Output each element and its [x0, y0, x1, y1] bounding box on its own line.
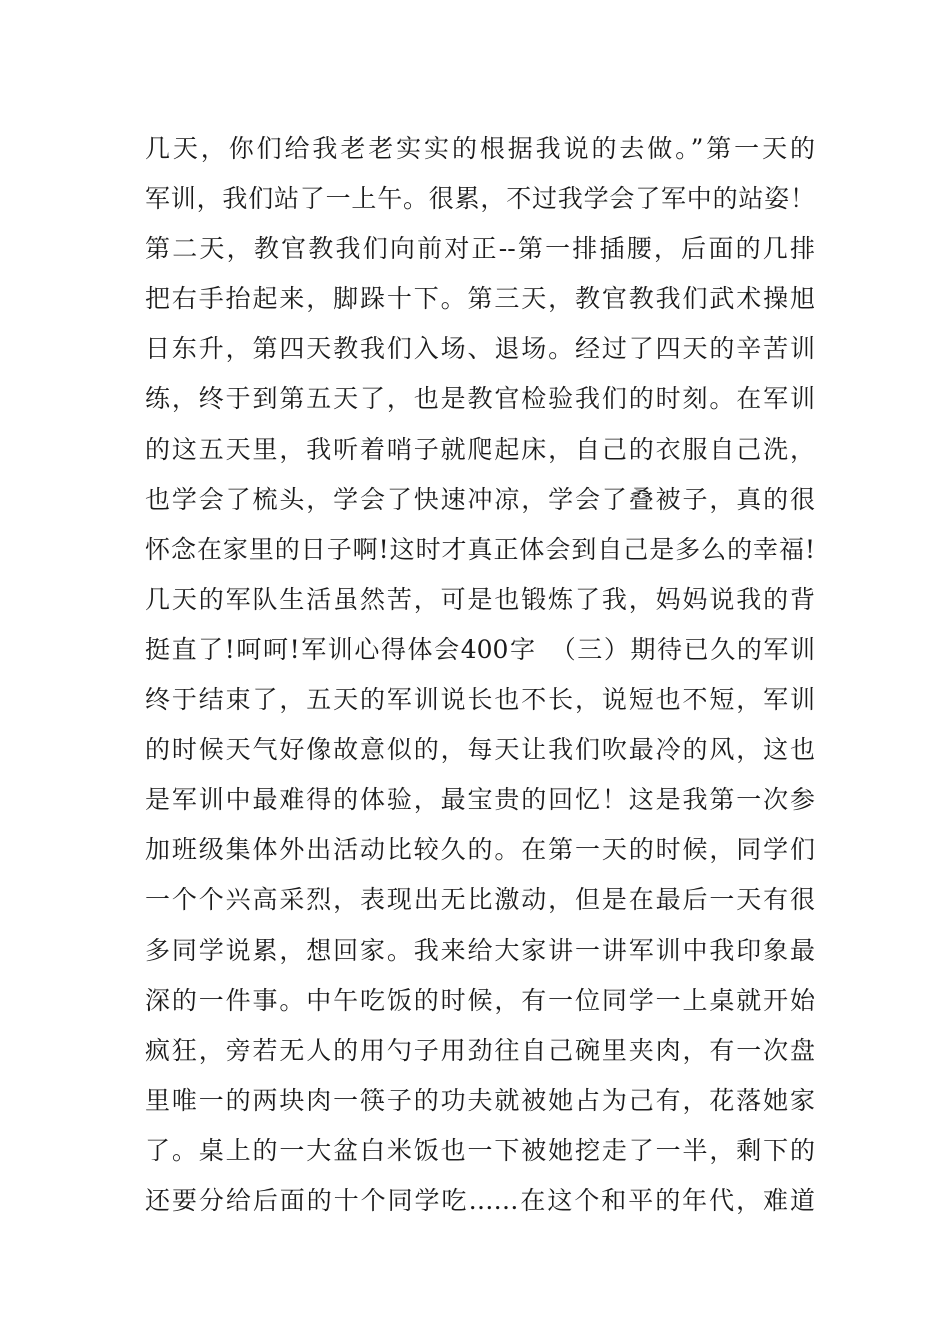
text-line: 里唯一的两块肉一筷子的功夫就被她占为己有，花落她家	[145, 1085, 815, 1115]
text-line: 日东升，第四天教我们入场、退场。经过了四天的辛苦训	[145, 334, 815, 364]
text-line: 加班级集体外出活动比较久的。在第一天的时候，同学们	[145, 835, 815, 865]
text-line: 是军训中最难得的体验，最宝贵的回忆！这是我第一次参	[145, 785, 815, 815]
text-line: 把右手抬起来，脚跺十下。第三天，教官教我们武术操旭	[145, 284, 815, 314]
text-line: 的这五天里，我听着哨子就爬起床，自己的衣服自己洗，	[145, 434, 815, 464]
text-line: 多同学说累，想回家。我来给大家讲一讲军训中我印象最	[145, 935, 815, 965]
text-line: 疯狂，旁若无人的用勺子用劲往自己碗里夹肉，有一次盘	[145, 1035, 815, 1065]
text-line: 还要分给后面的十个同学吃……在这个和平的年代，难道	[145, 1185, 815, 1215]
text-line: 军训，我们站了一上午。很累，不过我学会了军中的站姿！	[145, 184, 815, 214]
text-line: 第二天，教官教我们向前对正--第一排插腰，后面的几排	[145, 234, 815, 264]
text-line: 终于结束了，五天的军训说长也不长，说短也不短，军训	[145, 685, 815, 715]
text-line: 也学会了梳头，学会了快速冲凉，学会了叠被子，真的很	[145, 484, 815, 514]
text-line: 了。桌上的一大盆白米饭也一下被她挖走了一半，剩下的	[145, 1135, 815, 1165]
text-line: 几天的军队生活虽然苦，可是也锻炼了我，妈妈说我的背	[145, 584, 815, 614]
body-text	[145, 124, 815, 1226]
text-line: 深的一件事。中午吃饭的时候，有一位同学一上桌就开始	[145, 985, 815, 1015]
text-line: 挺直了!呵呵!军训心得体会400字 （三）期待已久的军训	[145, 634, 815, 664]
text-line: 怀念在家里的日子啊!这时才真正体会到自己是多么的幸福!	[145, 534, 815, 564]
text-line: 一个个兴高采烈，表现出无比激动，但是在最后一天有很	[145, 885, 815, 915]
text-line: 的时候天气好像故意似的，每天让我们吹最冷的风，这也	[145, 735, 815, 765]
text-line: 几天，你们给我老老实实的根据我说的去做。”第一天的	[145, 134, 815, 163]
text-line: 练，终于到第五天了，也是教官检验我们的时刻。在军训	[145, 384, 815, 414]
